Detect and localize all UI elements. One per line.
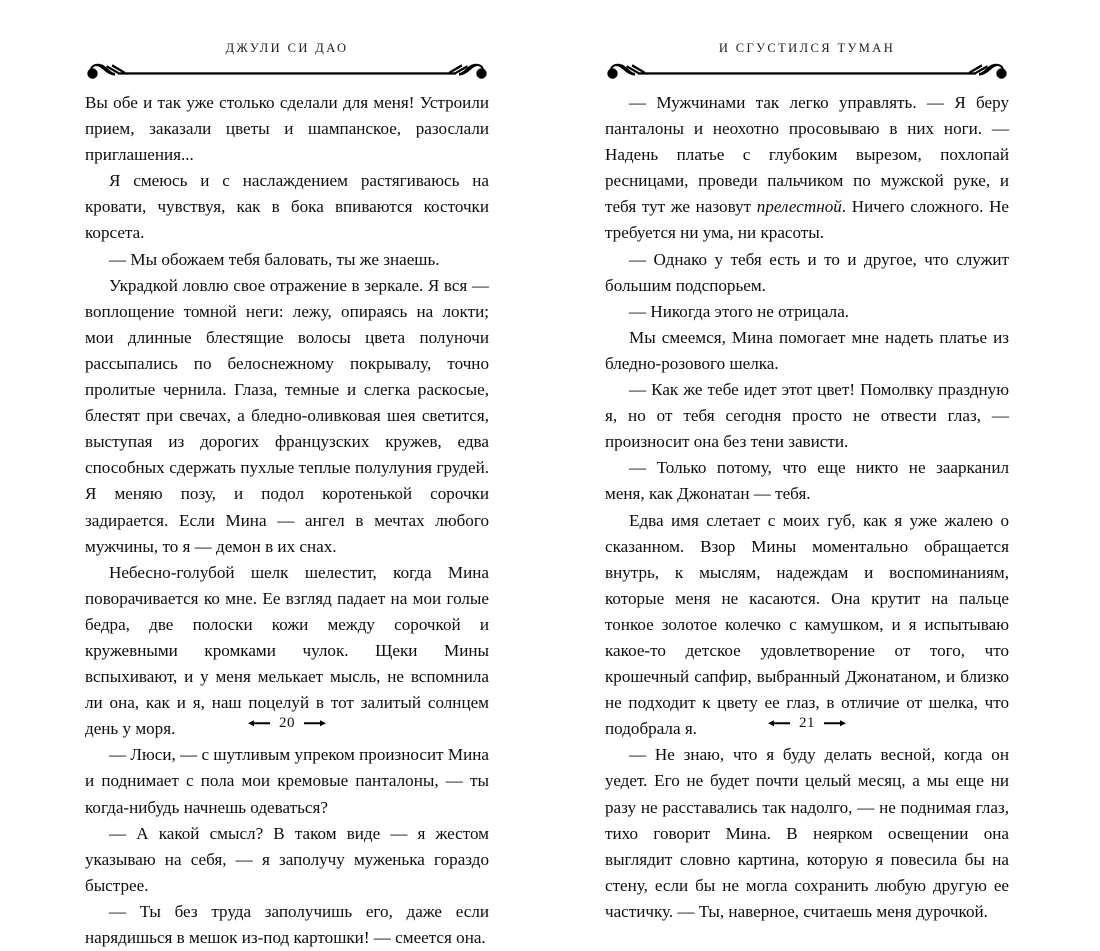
page-right: [550, 0, 1100, 921]
paragraph: — А какой смысл? В таком виде — я жестом указываю на себя, — я заполучу муженька гораздо быстрее.: [85, 823, 489, 895]
folio-arrow-right-icon: [824, 719, 846, 727]
folio-right: [605, 713, 1009, 733]
ornament-rule-left: [85, 60, 489, 82]
folio-arrow-right-icon: [304, 719, 326, 727]
page-left: [0, 0, 550, 947]
paragraph: — Ты без труда заполучишь его, даже если нарядишься в мешок из-под картошки! — смеется она.: [85, 901, 489, 947]
folio-arrow-left-icon: [768, 719, 790, 727]
paragraph: Вы обе и так уже столько сделали для меня! Устроили прием, заказали цветы и шампанское, разослали приглашения...: [85, 93, 489, 165]
body-text-left: [85, 90, 489, 951]
paragraph: — Не знаю, что я буду делать весной, когда он уедет. Его не будет почти целый месяц, а мы еще ни разу не расставались так надолго, — не поднимая глаз, тихо говорит Мина. В неярком освещении она выглядит словно картина, которую я повесила бы на стену, если бы не могла сохранить любую другую ее частичку. — Ты, наверное, считаешь меня дурочкой.: [605, 745, 1009, 921]
paragraph: — Мужчинами так легко управлять. — Я беру панталоны и неохотно просовываю в них ноги. — Надень платье с глубоким вырезом, похлопай ресницами, проведи пальчиком по мужской руке, и тебя тут же назовут прелестной. Ничего сложного. Не требуется ни ума, ни красоты.: [605, 93, 1009, 243]
paragraph: — Как же тебе идет этот цвет! Помолвку праздную я, но от тебя сегодня просто не отвести глаз, — произносит она без тени зависти.: [605, 380, 1009, 452]
paragraph: Я смеюсь и с наслаждением растягиваюсь на кровати, чувствуя, как в бока впиваются косточки корсета.: [85, 171, 489, 243]
paragraph: Небесно-голубой шелк шелестит, когда Мина поворачивается ко мне. Ее взгляд падает на мои голые бедра, две полоски кожи между сорочкой и кружевными кромками чулок. Щеки Мины вспыхивают, и у меня мелькает мысль, не вспомнила ли она, как и я, наш поцелуй в тот залитый солнцем день у моря.: [85, 562, 489, 739]
paragraph: Украдкой ловлю свое отражение в зеркале. Я вся — воплощение томной неги: лежу, опираясь на локти; мои длинные блестящие волосы цвета полуночи рассыпались по белоснежному покрывалу, точно пролитые чернила. Глаза, темные и слегка раскосые, блестят при свечах, а бледно-оливковая шея светится, выступая из дорогих французских кружев, едва способных сдержать пухлые теплые полулуния грудей. Я меняю позу, и подол коротенькой сорочки задирается. Если Мина — ангел в мечтах любого мужчины, то я — демон в их снах.: [85, 275, 489, 556]
running-head-right: И СГУСТИЛСЯ ТУМАН: [718, 41, 896, 55]
ornament-rule-right: [605, 60, 1009, 82]
running-head-left: ДЖУЛИ СИ ДАО: [225, 41, 349, 55]
paragraph: Мы смеемся, Мина помогает мне надеть платье из бледно-розового шелка.: [605, 327, 1009, 373]
paragraph: — Только потому, что еще никто не заарканил меня, как Джонатан — тебя.: [605, 458, 1009, 504]
paragraph: — Однако у тебя есть и то и другое, что служит большим подспорьем.: [605, 249, 1009, 295]
paragraph: — Никогда этого не отрицала.: [629, 301, 850, 321]
page-right-content: [605, 40, 1009, 921]
paragraph: — Мы обожаем тебя баловать, ты же знаешь.: [109, 249, 440, 269]
paragraph: Едва имя слетает с моих губ, как я уже жалею о сказанном. Взор Мины моментально обращается внутрь, к мыслям, надеждам и воспоминаниям, которые меня не касаются. Она крутит на пальце тонкое золотое колечко с камушком, и я испытываю какое-то детское удовлетворение от того, что крошечный сапфир, выбранный Джонатаном, и близко не подходит к цвету ее глаз, в отличие от шелка, что подобрала я.: [605, 510, 1009, 739]
page-number-right: 21: [799, 715, 815, 731]
paragraph: — Люси, — с шутливым упреком произносит Мина и поднимает с пола мои кремовые панталоны, — ты когда-нибудь начнешь одеваться?: [85, 745, 489, 817]
page-left-content: [85, 40, 489, 947]
folio-arrow-left-icon: [248, 719, 270, 727]
folio-left: [85, 713, 489, 733]
page-number-left: 20: [279, 715, 295, 731]
body-text-right: [605, 90, 1009, 925]
